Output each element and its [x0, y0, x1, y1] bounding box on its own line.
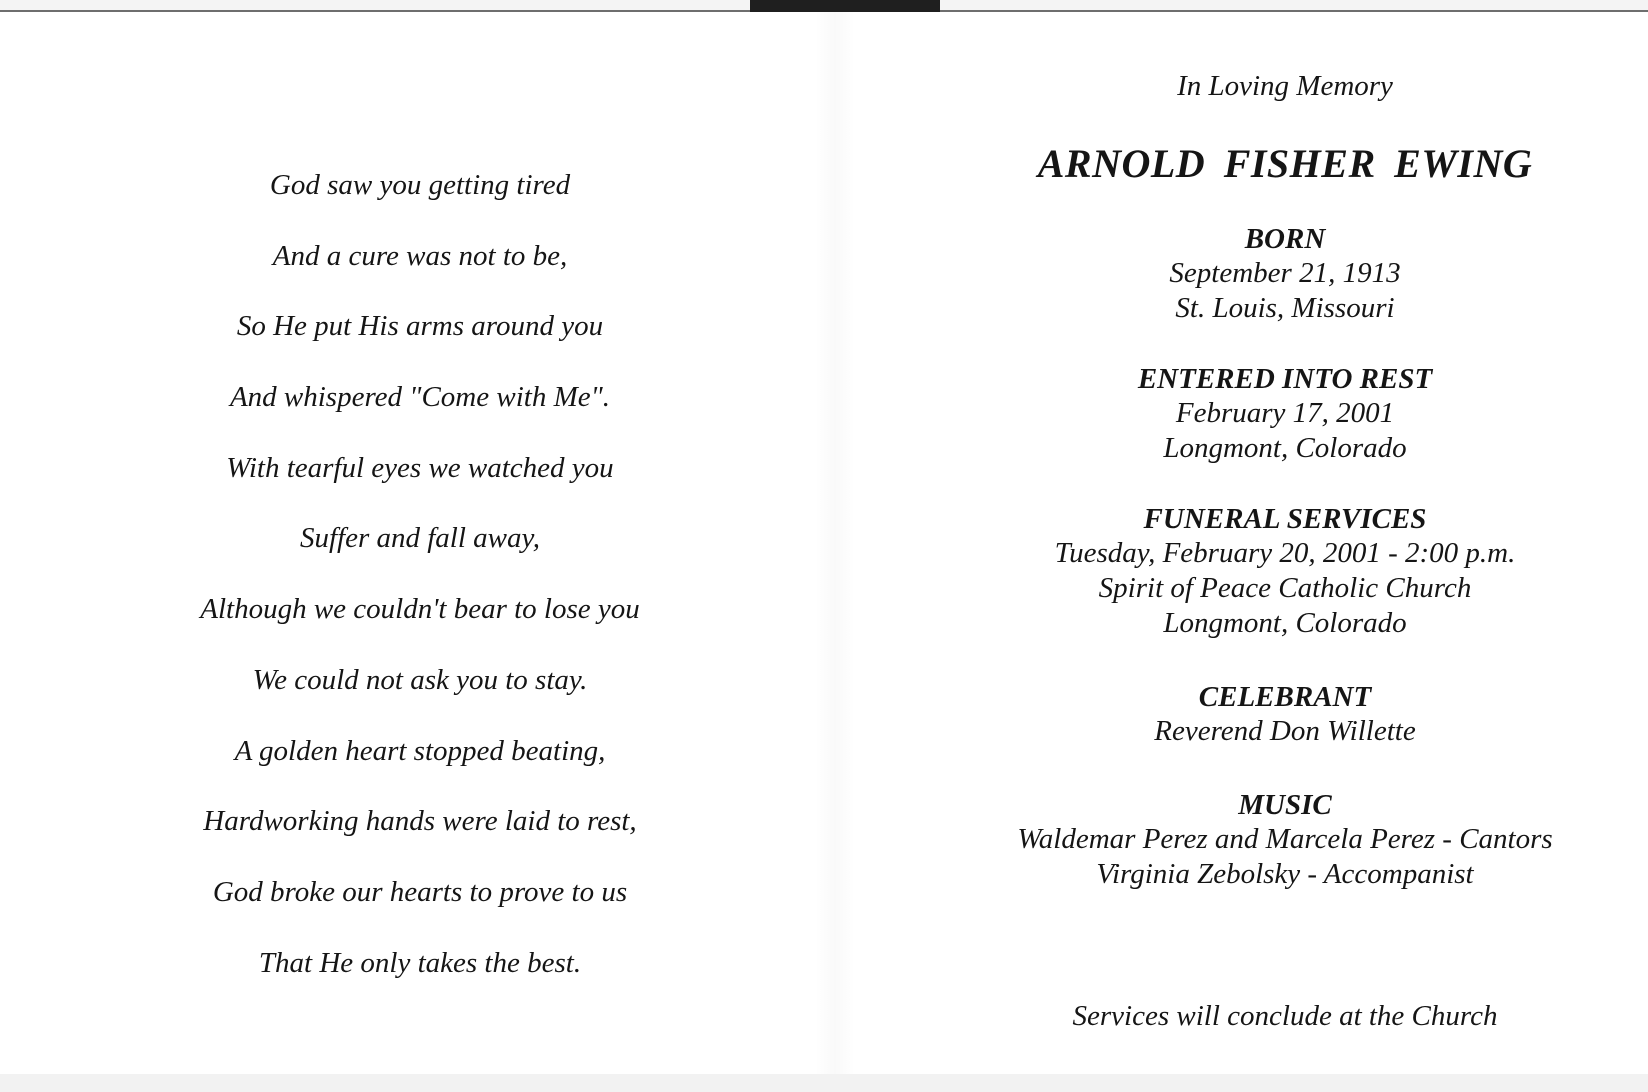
poem-line: God saw you getting tired — [269, 169, 571, 201]
celebrant-section — [950, 680, 1620, 749]
born-title: BORN — [1244, 223, 1326, 255]
rest-title: ENTERED INTO REST — [1137, 363, 1433, 395]
funeral-title: FUNERAL SERVICES — [1143, 503, 1427, 535]
funeral-datetime: Tuesday, February 20, 2001 - 2:00 p.m. — [1054, 537, 1516, 569]
born-date: September 21, 1913 — [1169, 257, 1401, 289]
poem-line: We could not ask you to stay. — [252, 663, 588, 696]
music-title: MUSIC — [1238, 789, 1332, 821]
poem-line: With tearful eyes we watched you — [226, 451, 614, 484]
poem-line: Although we couldn't bear to lose you — [200, 593, 640, 626]
memory-heading: In Loving Memory — [1177, 70, 1393, 102]
born-section — [950, 222, 1620, 326]
funeral-church: Spirit of Peace Catholic Church — [1098, 572, 1472, 604]
poem — [170, 150, 670, 998]
poem-line: And a cure was not to be, — [272, 239, 568, 272]
rest-date: February 17, 2001 — [1175, 397, 1395, 429]
closing-note: Services will conclude at the Church — [1072, 1000, 1498, 1032]
music-accompanist: Virginia Zebolsky - Accompanist — [1096, 858, 1474, 890]
celebrant-name: Reverend Don Willette — [1154, 715, 1416, 747]
scan-bottom-edge — [0, 1074, 1648, 1092]
music-section — [950, 788, 1620, 892]
poem-line: And whispered "Come with Me". — [229, 381, 611, 414]
poem-line: A golden heart stopped beating, — [234, 734, 606, 767]
poem-line: Suffer and fall away, — [299, 522, 541, 555]
scan-fold-mark — [750, 0, 940, 12]
funeral-section — [950, 502, 1620, 641]
funeral-place: Longmont, Colorado — [1163, 607, 1407, 639]
deceased-name: ARNOLD FISHER EWING — [1037, 141, 1533, 186]
poem-line: That He only takes the best. — [258, 946, 582, 979]
poem-line: Hardworking hands were laid to rest, — [203, 805, 637, 838]
born-place: St. Louis, Missouri — [1175, 292, 1395, 324]
celebrant-title: CELEBRANT — [1198, 681, 1372, 713]
poem-line: So He put His arms around you — [236, 310, 604, 343]
poem-line: God broke our hearts to prove to us — [212, 875, 628, 908]
rest-section — [950, 362, 1620, 466]
music-cantors: Waldemar Perez and Marcela Perez - Cantors — [1017, 823, 1553, 855]
rest-place: Longmont, Colorado — [1163, 432, 1407, 464]
center-fold — [815, 12, 855, 1074]
